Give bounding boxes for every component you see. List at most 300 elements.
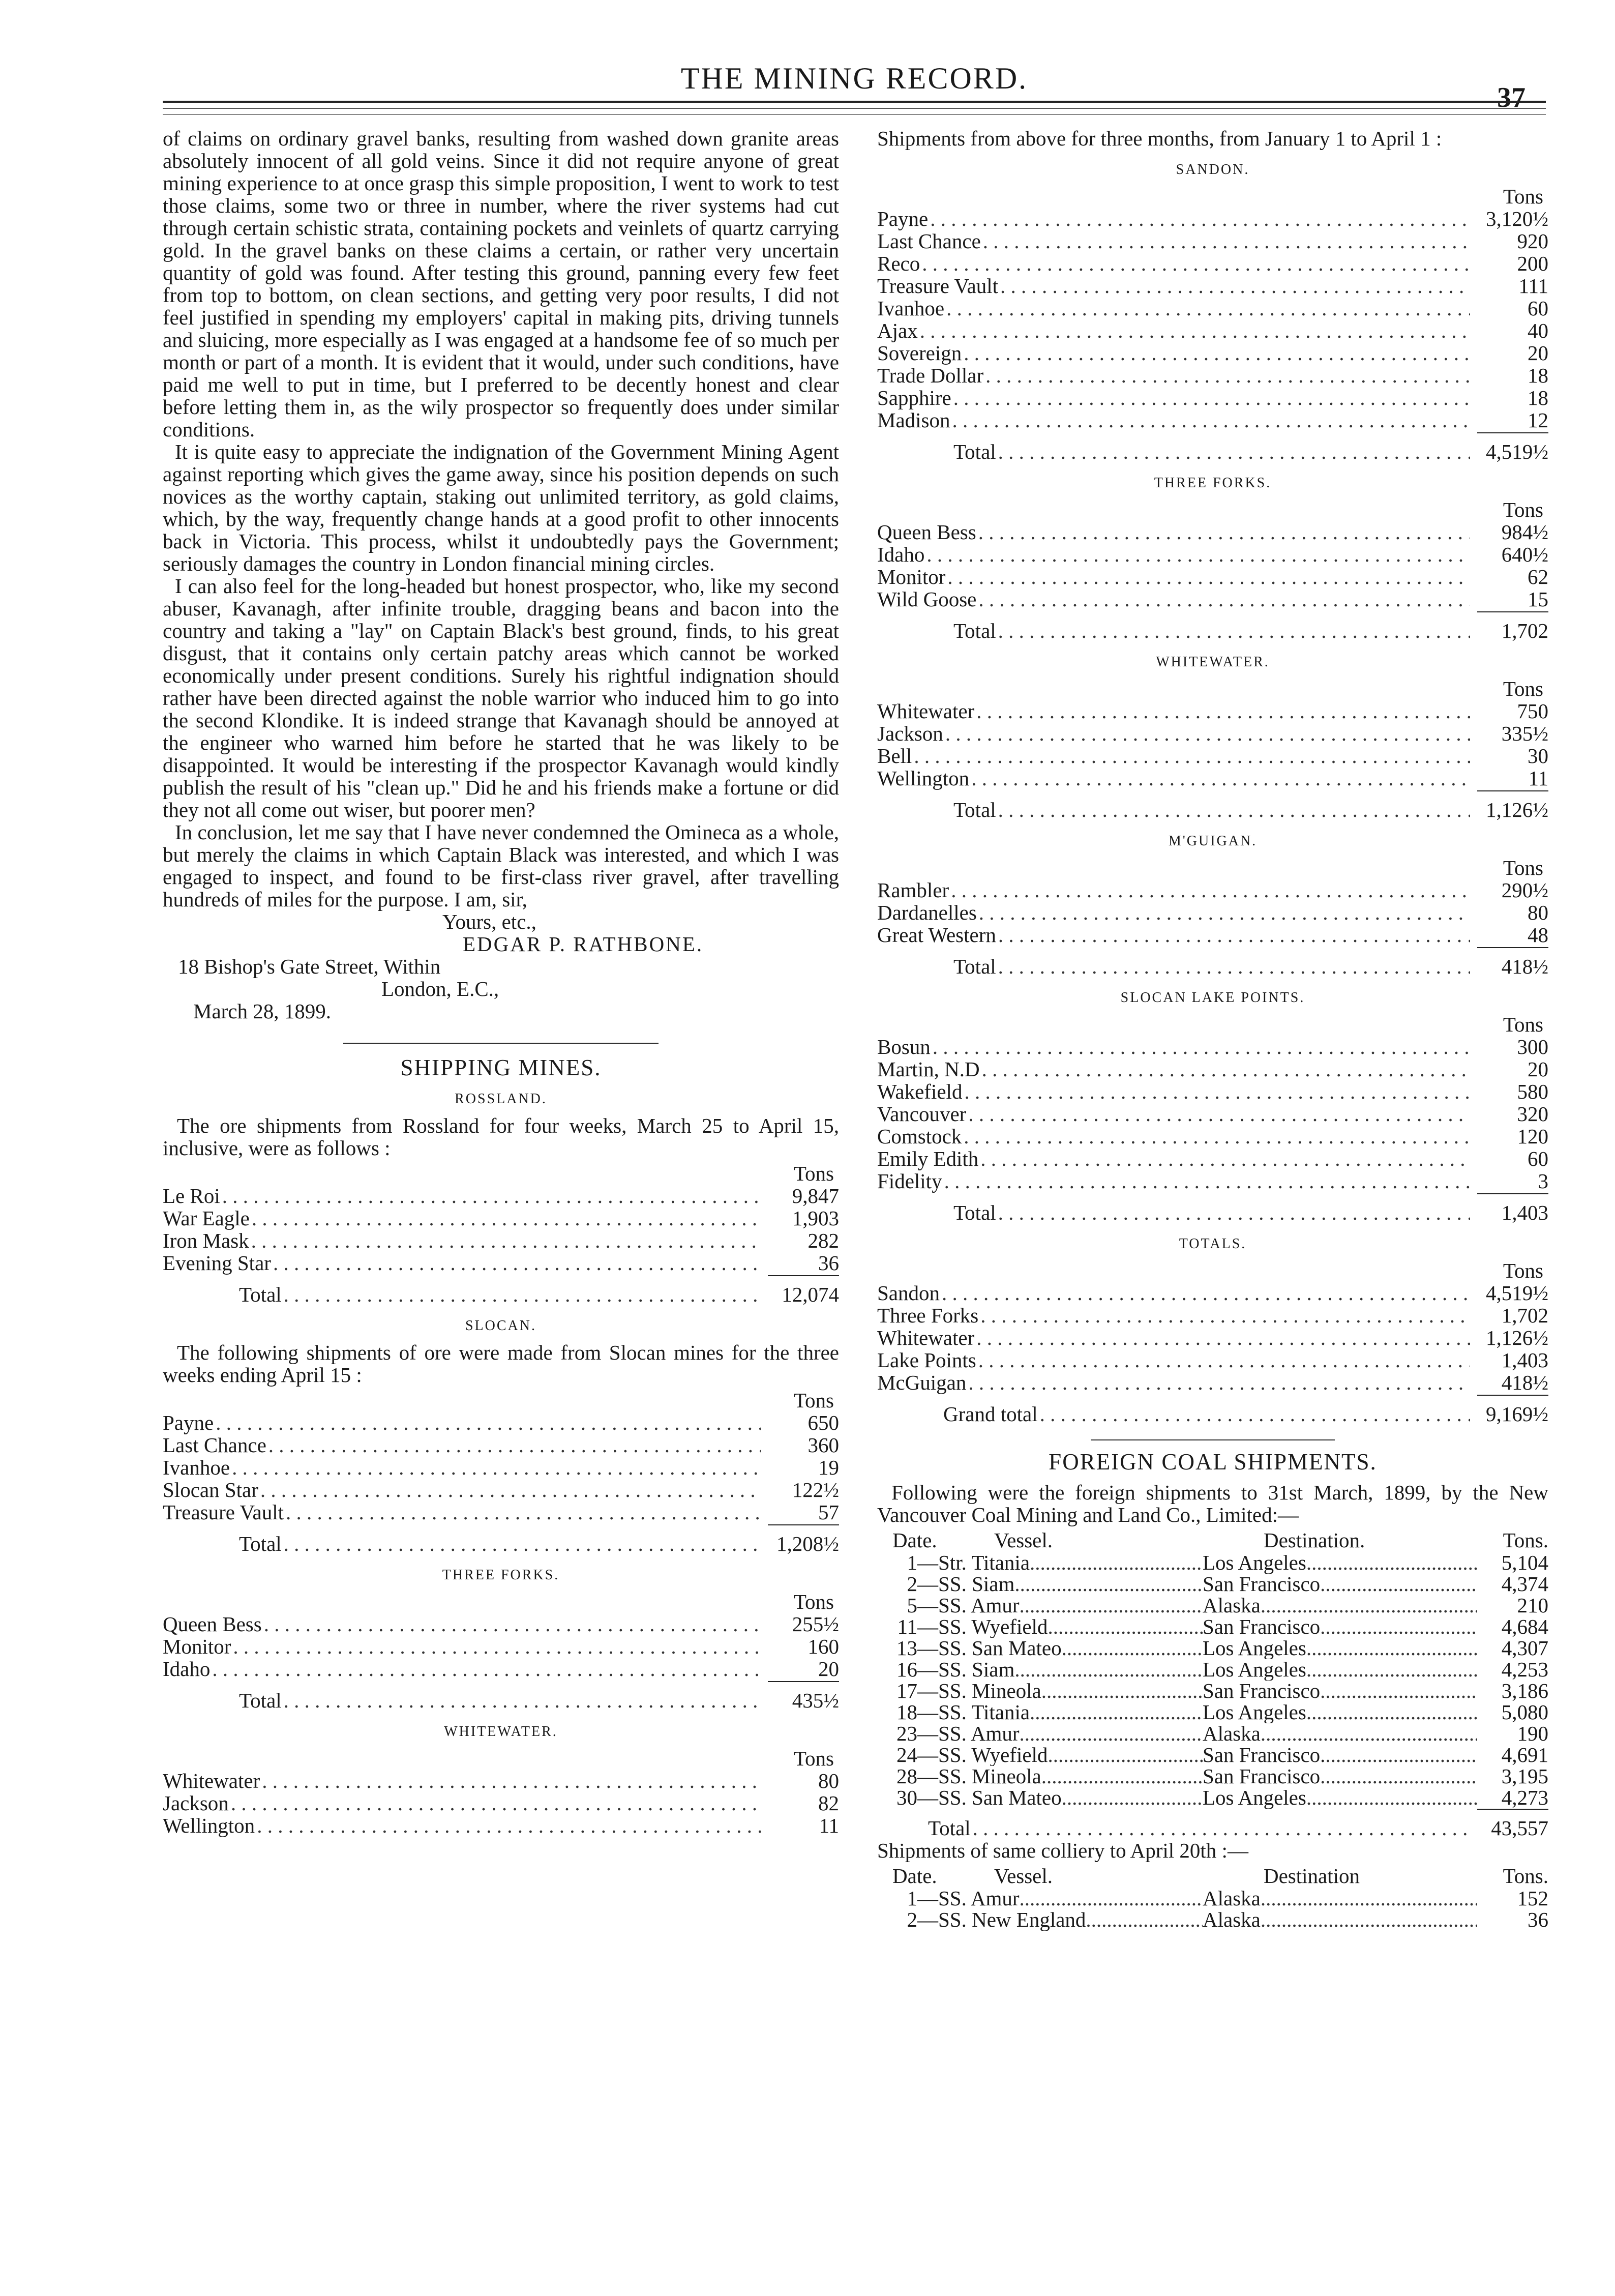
table-row [163, 1613, 839, 1635]
shipment-date: 16— [896, 1658, 938, 1681]
tons-value: 3 [1538, 1169, 1548, 1193]
table-row [877, 521, 1548, 543]
mine-name: Wellington [163, 1814, 255, 1837]
tons-value: 335½ [1501, 722, 1548, 745]
subheading-whitewater: WHITEWATER. [1156, 654, 1270, 670]
mine-name: Whitewater [877, 1326, 975, 1349]
leader-dots [998, 1201, 1470, 1224]
total-label: Total [953, 955, 996, 978]
shipment-vessel-cell [938, 1744, 1203, 1766]
grand-total-row [877, 1403, 1548, 1425]
shipment-date: 17— [896, 1679, 938, 1702]
leader-dots [1261, 1594, 1477, 1616]
vessel-name: SS. Titania [938, 1701, 1030, 1723]
leader-dots [914, 745, 1470, 767]
tons-value: 360 [807, 1433, 839, 1457]
table-row [877, 1327, 1548, 1349]
table-row [877, 1282, 1548, 1304]
shipment-date: 30— [896, 1786, 938, 1809]
mine-name: Ajax [877, 319, 918, 342]
three-month-intro: Shipments from above for three months, from January 1 to April 1 : [877, 127, 1442, 150]
shipment-tons: 5,104 [1501, 1551, 1548, 1574]
shipment-tons: 152 [1517, 1887, 1548, 1910]
total-label: Total [239, 1689, 282, 1712]
coal-intro: Following were the foreign shipments to 31st March, 1899, by the New Vancouver Coal Mining and Land Co., Limited:— [877, 1481, 1548, 1526]
section-title-foreign-coal: FOREIGN COAL SHIPMENTS. [1049, 1449, 1377, 1475]
table-row [877, 1036, 1548, 1058]
total-label: Total [953, 1201, 996, 1224]
table-row [877, 722, 1548, 745]
shipment-tons: 3,186 [1501, 1679, 1548, 1702]
table-row [163, 1434, 839, 1456]
mine-name: Last Chance [877, 229, 981, 253]
total-row [877, 1817, 1548, 1839]
tons-value: 418½ [1501, 1371, 1548, 1394]
signature-city: London, E.C., [381, 977, 499, 1000]
tons-value: 255½ [792, 1612, 839, 1636]
leader-dots [1020, 1594, 1203, 1616]
same-colliery-note: Shipments of same colliery to April 20th :— [877, 1839, 1248, 1862]
leader-dots [968, 1103, 1470, 1125]
tons-value: 48 [1528, 923, 1548, 947]
leader-dots [1306, 1551, 1477, 1574]
mine-name: Emily Edith [877, 1147, 979, 1170]
mine-name: Three Forks [877, 1304, 979, 1327]
leader-dots [980, 1147, 1470, 1170]
mine-name: Wakefield [877, 1080, 963, 1103]
shipment-date: 23— [896, 1722, 938, 1745]
tons-value: 111 [1518, 274, 1548, 298]
mine-name: McGuigan [877, 1371, 967, 1394]
sum-rule [768, 1524, 839, 1525]
header-date: Date. [892, 1528, 937, 1552]
slocan-intro: The following shipments of ore were made from Slocan mines for the three weeks ending April 15 : [163, 1341, 839, 1387]
leader-dots [985, 364, 1470, 387]
vessel-name: SS. Amur [938, 1594, 1020, 1616]
tons-value: 80 [818, 1769, 839, 1792]
shipment-date: 28— [896, 1764, 938, 1788]
shipment-destination-cell [1203, 1887, 1477, 1909]
shipment-vessel-cell [938, 1786, 1203, 1809]
shipment-row [877, 1765, 1548, 1786]
leader-dots [212, 1658, 761, 1680]
mine-name: Sandon [877, 1281, 940, 1305]
shipment-tons: 4,691 [1501, 1743, 1548, 1767]
table-row [163, 1456, 839, 1479]
table-row [877, 364, 1548, 387]
mine-name: Slocan Star [163, 1478, 258, 1502]
shipment-date: 13— [896, 1636, 938, 1660]
tons-value: 57 [818, 1500, 839, 1524]
letter-paragraph: In conclusion, let me say that I have never condemned the Omineca as a whole, but merely the claims in which Captain Black was interested, and which I was engaged to inspect, and found to be first-class river gravel, after travelling hundreds of miles for the purpose. I am, sir, [163, 820, 839, 911]
mine-name: Jackson [877, 722, 943, 745]
shipment-tons: 4,273 [1501, 1786, 1548, 1809]
section-divider [1091, 1439, 1335, 1440]
shipment-destination-cell [1203, 1658, 1477, 1681]
mine-name: Madison [877, 408, 950, 432]
whitewater-table [877, 700, 1548, 789]
leader-dots [968, 1371, 1470, 1394]
coal-rows [877, 1551, 1548, 1808]
leader-dots [260, 1479, 761, 1501]
leader-dots [930, 208, 1470, 230]
leader-dots [933, 1036, 1470, 1058]
total-value: 1,702 [1501, 619, 1548, 642]
shipment-row [877, 1658, 1548, 1680]
tons-value: 80 [1528, 901, 1548, 924]
shipment-tons: 5,080 [1501, 1700, 1548, 1724]
table-row [877, 230, 1548, 252]
table-row [877, 924, 1548, 946]
leader-dots [1086, 1908, 1203, 1931]
total-row [877, 620, 1548, 642]
slocan-table [163, 1411, 839, 1523]
header-vessel: Vessel. [994, 1865, 1053, 1887]
sum-rule [1477, 432, 1548, 433]
leader-dots [926, 543, 1470, 566]
shipment-tons: 36 [1528, 1908, 1548, 1931]
tons-value: 650 [807, 1411, 839, 1434]
shipment-row [877, 1615, 1548, 1637]
mine-name: Whitewater [877, 699, 975, 723]
leader-dots [1014, 1658, 1203, 1681]
tons-header: Tons [1503, 498, 1543, 521]
destination-name: San Francisco [1203, 1615, 1321, 1638]
leader-dots [1261, 1908, 1477, 1931]
leader-dots [264, 1613, 761, 1635]
leader-dots [1261, 1722, 1477, 1745]
destination-name: Alaska [1203, 1722, 1261, 1745]
destination-name: San Francisco. [1203, 1744, 1326, 1766]
leader-dots [1320, 1573, 1477, 1595]
section-title-shipping-mines: SHIPPING MINES. [400, 1055, 602, 1080]
leader-dots [1041, 1680, 1203, 1702]
rossland-intro: The ore shipments from Rossland for four weeks, March 25 to April 15, inclusive, were as follows : [163, 1114, 839, 1160]
shipment-destination-cell [1203, 1701, 1477, 1723]
header-tons: Tons. [1503, 1528, 1548, 1552]
tons-value: 62 [1528, 565, 1548, 588]
table-row [877, 543, 1548, 566]
mine-name: Fidelity [877, 1169, 942, 1193]
table-row [877, 1349, 1548, 1371]
mine-name: Trade Dollar [877, 364, 984, 387]
mine-name: Ivanhoe [877, 297, 945, 320]
table-row [877, 1170, 1548, 1192]
shipment-date: 5— [907, 1594, 938, 1617]
table-row [163, 1658, 839, 1680]
signature-name: EDGAR P. RATHBONE. [463, 932, 704, 956]
tons-value: 4,519½ [1486, 1281, 1548, 1305]
shipment-row [877, 1680, 1548, 1701]
leader-dots [998, 799, 1470, 821]
tons-value: 60 [1528, 297, 1548, 320]
table-row [877, 901, 1548, 924]
tons-header: Tons [1503, 856, 1543, 879]
shipment-vessel-cell [938, 1680, 1203, 1702]
tons-header: Tons [1503, 185, 1543, 208]
destination-name: Los Angeles [1203, 1551, 1306, 1574]
shipment-tons: 4,253 [1501, 1658, 1548, 1681]
tons-value: 1,702 [1501, 1304, 1548, 1327]
leader-dots [257, 1814, 761, 1837]
total-row [877, 955, 1548, 978]
sum-rule [1477, 611, 1548, 612]
tons-value: 9,847 [792, 1184, 839, 1208]
table-row [877, 319, 1548, 342]
table-row [877, 409, 1548, 431]
mine-name: Queen Bess [163, 1612, 262, 1636]
leader-dots [1062, 1786, 1203, 1809]
leader-dots [983, 230, 1470, 252]
tons-value: 122½ [792, 1478, 839, 1502]
subheading-mcguigan: M'GUIGAN. [1168, 833, 1258, 849]
table-row [877, 1371, 1548, 1394]
leader-dots [980, 1304, 1470, 1327]
mine-name: Last Chance [163, 1433, 266, 1457]
leader-dots [232, 1456, 761, 1479]
tons-value: 300 [1517, 1035, 1548, 1058]
table-row [877, 342, 1548, 364]
destination-name: Alaska [1203, 1887, 1261, 1909]
total-label: Total [239, 1532, 282, 1555]
whitewater-table [163, 1770, 839, 1837]
leader-dots [1014, 1573, 1203, 1595]
grand-total-value: 9,169½ [1486, 1402, 1548, 1426]
mine-name: Payne [163, 1411, 214, 1434]
colliery-table-header [877, 1865, 1548, 1887]
leader-dots [252, 1207, 761, 1229]
leader-dots [268, 1434, 761, 1456]
three-forks-table [877, 521, 1548, 610]
letter-paragraph: It is quite easy to appreciate the indignation of the Government Mining Agent against reporting which gives the game away, since his position depends on such novices as the worthy captain, staking out unlimited territory, as gold claims, which, by the way, frequently change hands at a good profit to other innocents back in Victoria. This process, whilst it undoubtedly pays the Government; seriously damages the country in London financial mining circles. [163, 440, 839, 575]
header-destination: Destination. [1264, 1529, 1365, 1551]
tons-value: 750 [1517, 699, 1548, 723]
tons-value: 15 [1528, 587, 1548, 611]
shipment-destination-cell [1203, 1908, 1477, 1931]
mine-name: Bell [877, 744, 912, 768]
table-row [877, 1125, 1548, 1147]
leader-dots [233, 1635, 761, 1658]
table-row [163, 1207, 839, 1229]
table-row [877, 700, 1548, 722]
table-row [163, 1252, 839, 1274]
total-label: Total [239, 1283, 282, 1306]
tons-value: 200 [1517, 252, 1548, 275]
total-row [163, 1283, 839, 1306]
tons-header: Tons [793, 1747, 834, 1770]
mine-name: Queen Bess [877, 520, 976, 544]
shipment-vessel-cell [938, 1658, 1203, 1681]
tons-header: Tons [1503, 1013, 1543, 1036]
mine-name: Iron Mask [163, 1229, 249, 1252]
vessel-name: SS. Mineola [938, 1765, 1041, 1787]
shipment-destination-cell [1203, 1722, 1477, 1745]
subheading-totals: TOTALS. [1179, 1236, 1247, 1252]
tons-header: Tons [793, 1389, 834, 1412]
shipment-vessel-cell [938, 1908, 1203, 1931]
leader-dots [1325, 1744, 1477, 1766]
mine-name: Great Western [877, 923, 996, 947]
table-row [877, 1147, 1548, 1170]
leader-dots [944, 1170, 1470, 1192]
grand-total-label: Grand total [943, 1402, 1038, 1426]
total-value: 12,074 [782, 1283, 839, 1306]
mine-name: Monitor [877, 565, 946, 588]
total-value: 1,403 [1501, 1201, 1548, 1224]
mcguigan-table [877, 879, 1548, 946]
leader-dots [1320, 1680, 1477, 1702]
table-row [877, 1103, 1548, 1125]
total-row [877, 1201, 1548, 1224]
mine-name: Sovereign [877, 341, 962, 365]
shipment-row [877, 1637, 1548, 1658]
shipment-vessel-cell [938, 1594, 1203, 1616]
shipment-row [877, 1573, 1548, 1594]
table-row [163, 1501, 839, 1523]
letter-signature [163, 910, 839, 1022]
tons-value: 60 [1528, 1147, 1548, 1170]
leader-dots [942, 1282, 1470, 1304]
leader-dots [979, 901, 1470, 924]
header-vessel: Vessel. [994, 1529, 1053, 1551]
shipment-date: 1— [907, 1887, 938, 1910]
leader-dots [973, 1817, 1470, 1839]
letter-paragraph: of claims on ordinary gravel banks, resulting from washed down granite areas absolutely innocent of all gold veins. Since it did not require anyone of great mining experience to at once grasp this simple proposition, I went to work to test those claims, some two or three in number, where the river systems had cut through certain schistic strata, containing pockets and veinlets of quartz carrying gold. In the gravel banks on these claims a certain, or rather very uncertain quantity of gold was found. After testing this ground, panning every few feet from top to bottom, on clean sections, and getting very poor results, I did not feel justified in spending my employers' capital in making pits, driving tunnels and sluicing, more especially as I was engaged at a handsome fee of so much per month or part of a month. It is evident that it would, under such conditions, have paid me well to put in time, but I preferred to be decently honest and clear before letting them in, as the wily prospector so frequently does under similar conditions. [163, 127, 839, 441]
leader-dots [1306, 1786, 1477, 1809]
shipment-row [877, 1551, 1548, 1573]
tons-value: 36 [818, 1251, 839, 1275]
tons-value: 20 [818, 1657, 839, 1681]
table-row [163, 1635, 839, 1658]
coal-shipments-table [877, 1529, 1548, 1808]
mine-name: Reco [877, 252, 920, 275]
tons-value: 1,903 [792, 1206, 839, 1230]
table-row [163, 1229, 839, 1252]
subheading-slocan: SLOCAN. [465, 1318, 536, 1334]
destination-name: San Francisco [1203, 1765, 1321, 1787]
table-row [877, 767, 1548, 789]
total-value: 4,519½ [1486, 440, 1548, 463]
shipment-vessel-cell [938, 1887, 1203, 1909]
total-value: 418½ [1501, 955, 1548, 978]
vessel-name: SS. Amur [938, 1722, 1020, 1745]
mine-name: Martin, N.D [877, 1057, 980, 1081]
leader-dots [1320, 1615, 1477, 1638]
mine-name: Vancouver [877, 1102, 967, 1126]
shipment-tons: 4,684 [1501, 1615, 1548, 1638]
total-label: Total [953, 440, 996, 463]
leader-dots [1040, 1403, 1470, 1425]
vessel-name: Str. Titania [938, 1551, 1030, 1574]
table-row [877, 252, 1548, 275]
leader-dots [1030, 1701, 1203, 1723]
shipment-vessel-cell [938, 1765, 1203, 1787]
subheading-rossland: ROSSLAND. [455, 1091, 547, 1107]
table-row [877, 275, 1548, 297]
total-row [163, 1533, 839, 1555]
leader-dots [976, 700, 1470, 722]
mine-name: Lake Points [877, 1348, 976, 1372]
sum-rule [1477, 1193, 1548, 1194]
shipment-destination-cell [1203, 1680, 1477, 1702]
mine-name: Idaho [163, 1657, 211, 1681]
tons-value: 1,403 [1501, 1348, 1548, 1372]
leader-dots [964, 1080, 1470, 1103]
mine-name: Le Roi [163, 1184, 220, 1208]
tons-header: Tons [793, 1590, 834, 1613]
leader-dots [1000, 275, 1470, 297]
total-label: Total [928, 1816, 971, 1840]
shipment-destination-cell [1203, 1637, 1477, 1659]
shipment-date: 1— [907, 1551, 938, 1574]
shipment-destination-cell [1203, 1786, 1477, 1809]
mine-name: Idaho [877, 543, 925, 566]
leader-dots [952, 409, 1471, 431]
leader-dots [982, 1058, 1470, 1080]
vessel-name: SS. San Mateo [938, 1637, 1062, 1659]
vessel-name: SS. New England [938, 1908, 1086, 1931]
sum-rule [768, 1681, 839, 1682]
leader-dots [998, 955, 1470, 978]
table-row [877, 879, 1548, 901]
tons-header: Tons [793, 1162, 834, 1185]
leader-dots [978, 588, 1470, 610]
colliery-shipments-table [877, 1865, 1548, 1930]
slocan-lake-table [877, 1036, 1548, 1192]
signature-address: 18 Bishop's Gate Street, Within [178, 955, 441, 978]
sum-rule [768, 1275, 839, 1276]
vessel-name: SS. Wyefield [938, 1615, 1048, 1638]
tons-value: 40 [1528, 319, 1548, 342]
signature-closing: Yours, etc., [442, 910, 536, 933]
sum-rule [1477, 1395, 1548, 1396]
shipment-destination-cell [1203, 1551, 1477, 1574]
shipment-tons: 4,374 [1501, 1572, 1548, 1596]
subheading-three-forks: THREE FORKS. [442, 1567, 560, 1583]
tons-value: 20 [1528, 1057, 1548, 1081]
leader-dots [284, 1533, 761, 1555]
tons-value: 12 [1528, 408, 1548, 432]
tons-value: 11 [1528, 767, 1548, 790]
header-rule [163, 101, 1546, 103]
leader-dots [976, 1327, 1470, 1349]
leader-dots [964, 1125, 1470, 1147]
shipment-destination-cell [1203, 1744, 1477, 1766]
table-row [877, 588, 1548, 610]
leader-dots [251, 1229, 761, 1252]
tons-value: 160 [807, 1635, 839, 1658]
destination-name: Los Angeles [1203, 1637, 1306, 1659]
destination-name: Alaska [1203, 1594, 1261, 1616]
table-row [877, 1304, 1548, 1327]
leader-dots [953, 387, 1470, 409]
total-row [877, 799, 1548, 821]
total-label: Total [953, 798, 996, 821]
tons-value: 984½ [1501, 520, 1548, 544]
tons-value: 320 [1517, 1102, 1548, 1126]
destination-name: Los Angeles [1203, 1701, 1306, 1723]
tons-value: 30 [1528, 744, 1548, 768]
mine-name: Rambler [877, 878, 949, 902]
leader-dots [998, 924, 1470, 946]
tons-value: 640½ [1501, 543, 1548, 566]
table-row [877, 745, 1548, 767]
vessel-name: SS. Siam [938, 1573, 1015, 1595]
tons-header: Tons [1503, 677, 1543, 700]
shipment-tons: 190 [1517, 1722, 1548, 1745]
leader-dots [951, 879, 1470, 901]
destination-name: San Francisco [1203, 1573, 1321, 1595]
